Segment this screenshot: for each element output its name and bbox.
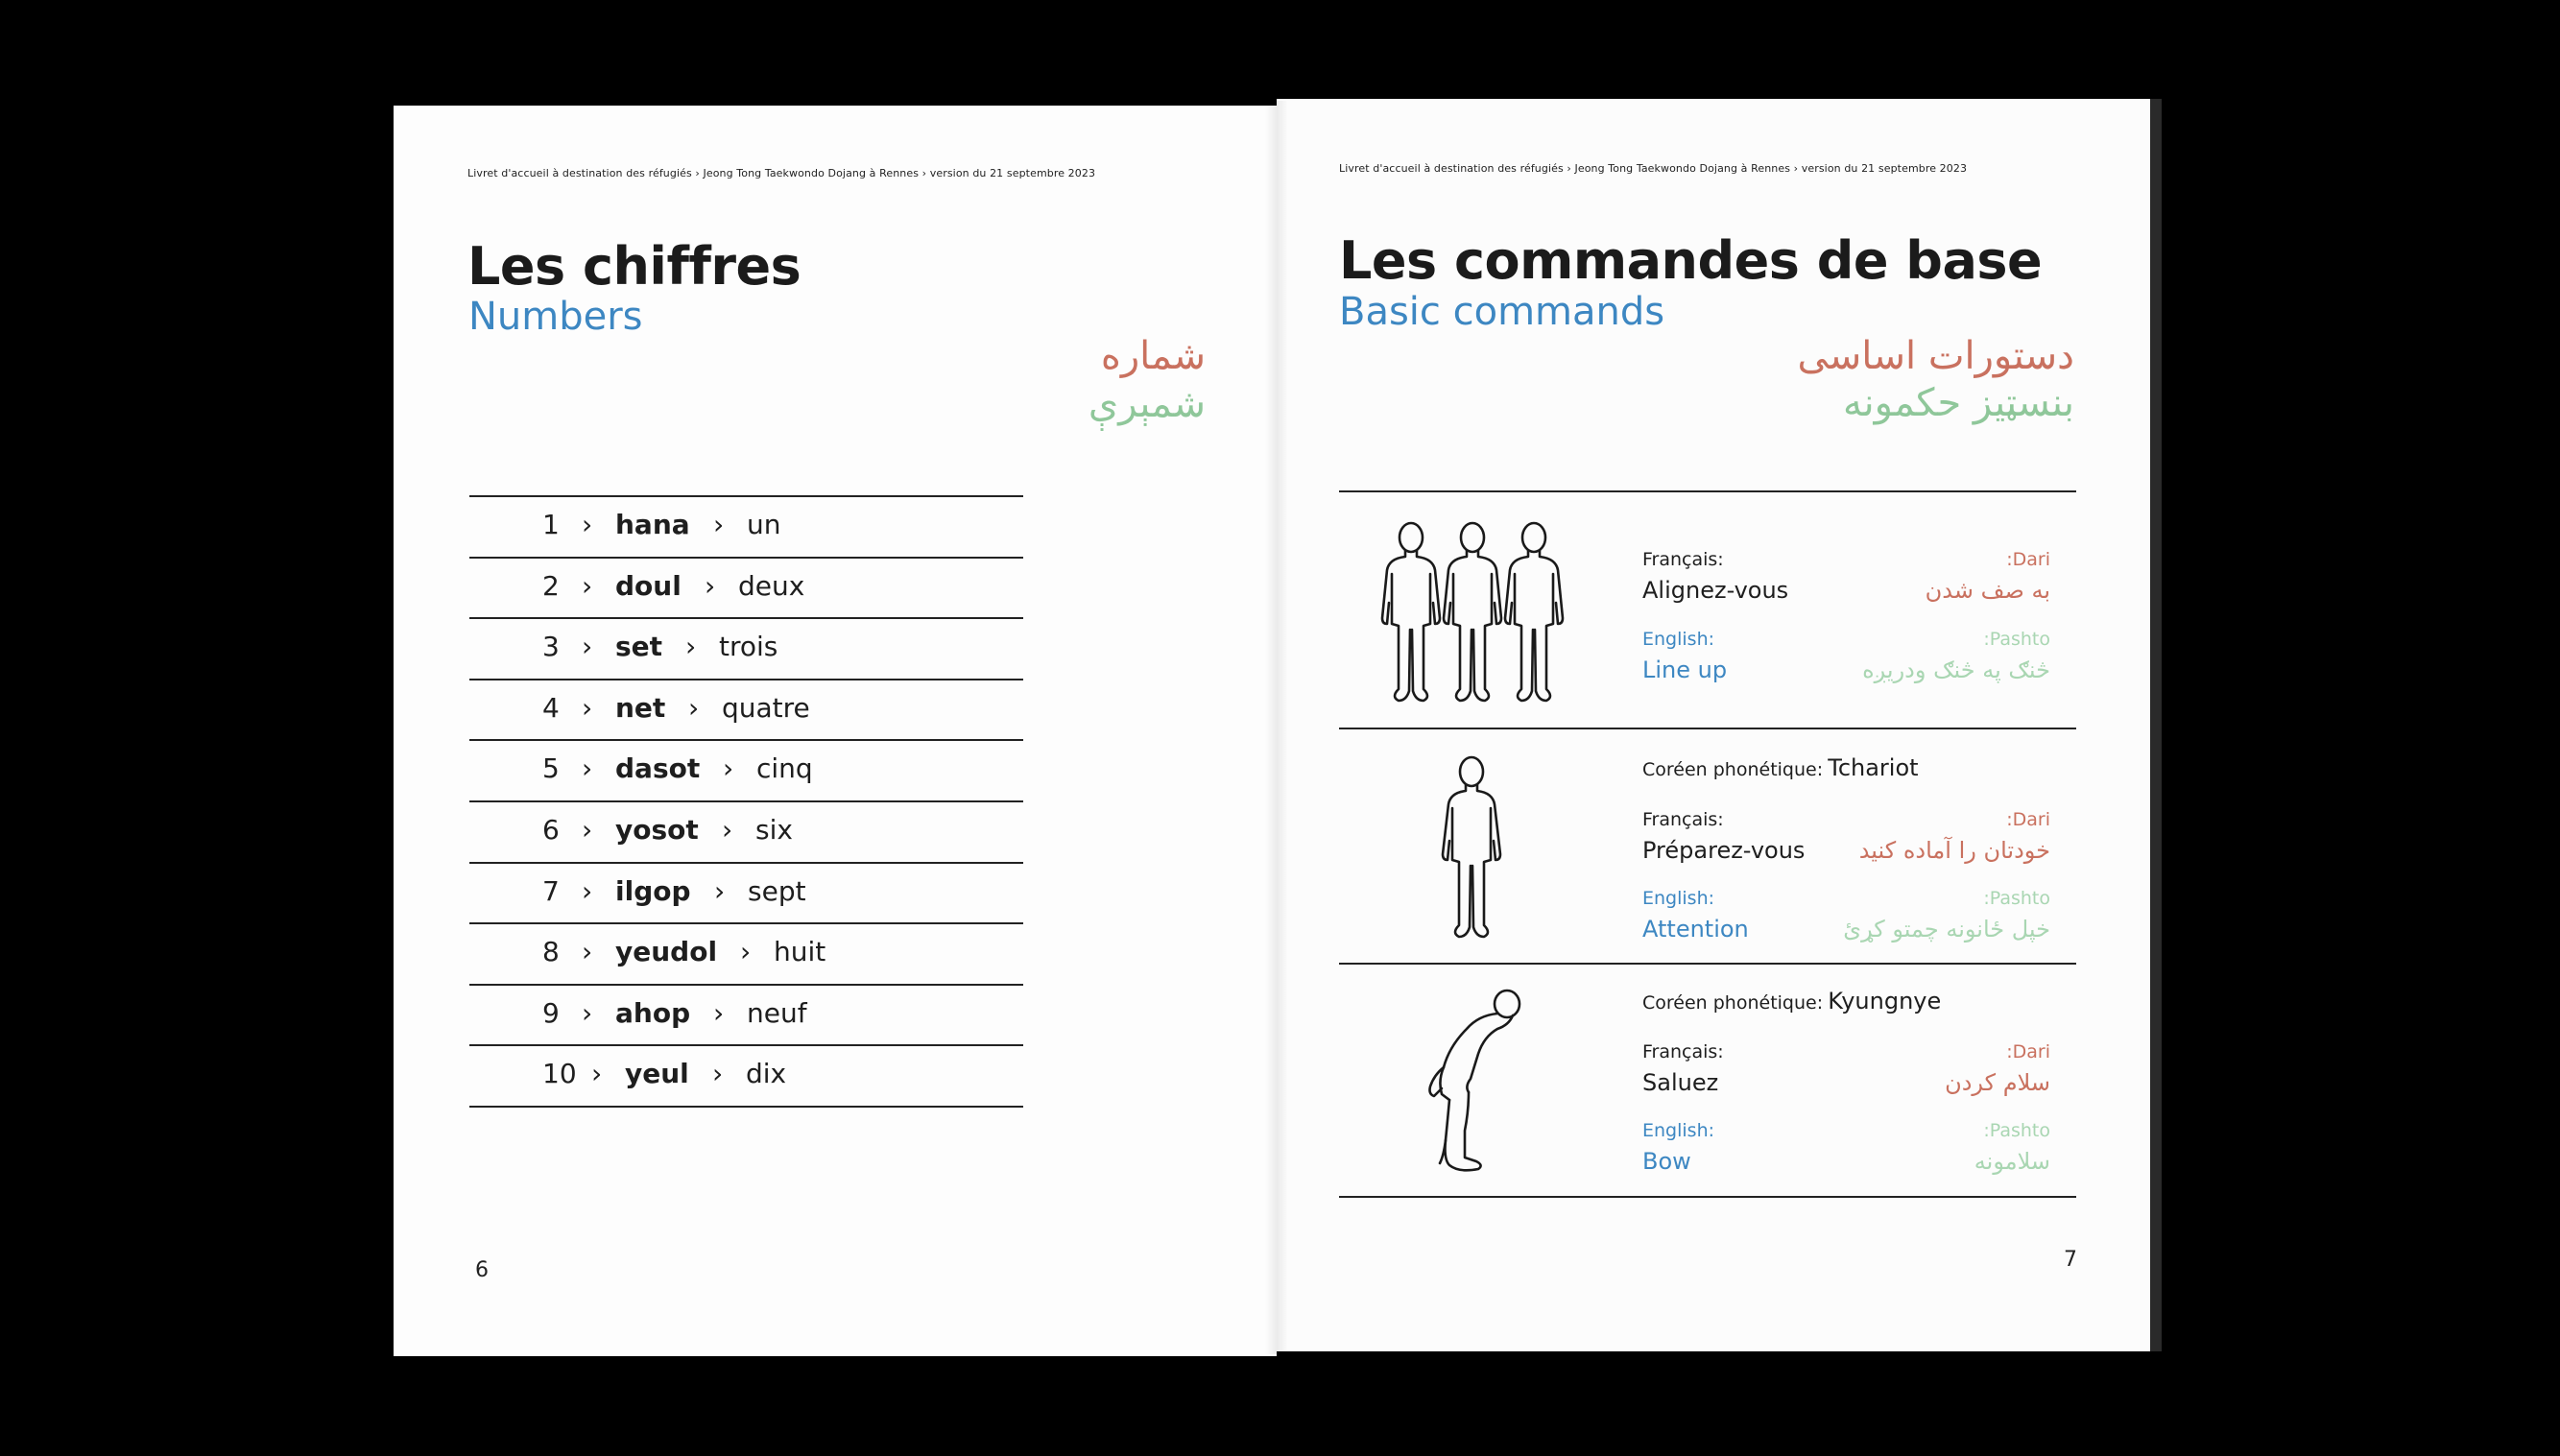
korean-number: ilgop	[615, 875, 691, 907]
numbers-row-rule	[469, 739, 1023, 741]
page-number-right: 7	[2064, 1248, 2077, 1272]
french-number: quatre	[722, 692, 810, 724]
page-edge	[2150, 99, 2162, 1351]
english-command-2: Attention	[1642, 916, 1749, 943]
number-digit: 8	[542, 936, 560, 967]
numbers-row-rule	[469, 922, 1023, 924]
french-number: cinq	[756, 752, 813, 784]
english-label-3: English:	[1642, 1120, 1715, 1141]
number-row	[469, 1058, 1023, 1092]
commands-rule-1	[1339, 728, 2076, 729]
number-row	[469, 936, 1023, 970]
pashto-title-commands: بنسټيز حکمونه	[1843, 381, 2074, 425]
number-digit: 4	[542, 692, 560, 724]
dari-title-commands: دستورات اساسی	[1797, 334, 2074, 378]
korean-number: ahop	[615, 997, 691, 1029]
number-digit: 9	[542, 997, 560, 1029]
numbers-row-rule	[469, 679, 1023, 680]
korean-number: doul	[615, 570, 682, 602]
numbers-row-rule	[469, 862, 1023, 864]
pashto-command-2: خپل ځانونه چمتو کړئ	[1843, 916, 2050, 943]
french-command-1: Alignez-vous	[1642, 577, 1789, 604]
dari-command-3: سلام کردن	[1945, 1069, 2050, 1096]
phonetic-label-2: Coréen phonétique:	[1642, 759, 1824, 780]
french-number: deux	[738, 570, 805, 602]
pashto-command-3: سلامونه	[1974, 1148, 2050, 1175]
commands-bottom-rule	[1339, 1196, 2076, 1198]
running-header-left: Livret d'accueil à destination des réfugiés › Jeong Tong Taekwondo Dojang à Rennes › version du 21 septembre 2023	[467, 167, 1096, 179]
french-label-1: Français:	[1642, 549, 1724, 570]
phonetic-label-3: Coréen phonétique:	[1642, 992, 1824, 1014]
separator: ›	[582, 752, 593, 784]
number-digit: 6	[542, 814, 560, 846]
commands-rule-2	[1339, 963, 2076, 965]
person-bowing-illustration	[1421, 987, 1531, 1182]
separator: ›	[582, 997, 593, 1029]
english-label-1: English:	[1642, 629, 1715, 650]
number-digit: 1	[542, 509, 560, 540]
numbers-row-rule	[469, 617, 1023, 619]
separator: ›	[723, 752, 734, 784]
french-number: un	[747, 509, 781, 540]
french-command-2: Préparez-vous	[1642, 837, 1806, 864]
pashto-label-2: Pashto:	[1983, 888, 2050, 909]
phonetic-line-2	[1642, 754, 1919, 781]
separator: ›	[582, 631, 593, 662]
separator: ›	[582, 692, 593, 724]
separator: ›	[688, 692, 700, 724]
english-command-3: Bow	[1642, 1148, 1691, 1175]
pashto-title-numbers: شمېرې	[1088, 382, 1206, 426]
dari-command-1: به صف شدن	[1925, 577, 2050, 604]
running-header-right: Livret d'accueil à destination des réfugiés › Jeong Tong Taekwondo Dojang à Rennes › version du 21 septembre 2023	[1339, 162, 1968, 175]
separator: ›	[722, 814, 733, 846]
korean-number: dasot	[615, 752, 701, 784]
separator: ›	[713, 997, 725, 1029]
korean-number: set	[615, 631, 663, 662]
french-number: six	[755, 814, 793, 846]
french-number: dix	[746, 1058, 787, 1089]
number-digit: 5	[542, 752, 560, 784]
pashto-label-3: Pashto:	[1983, 1120, 2050, 1141]
french-number: huit	[774, 936, 826, 967]
separator: ›	[591, 1058, 603, 1089]
page-title-numbers: Les chiffres	[467, 236, 801, 297]
numbers-row-rule	[469, 984, 1023, 986]
phonetic-command-2: Tchariot	[1828, 754, 1919, 781]
korean-number: yeudol	[615, 936, 718, 967]
french-command-3: Saluez	[1642, 1069, 1719, 1096]
separator: ›	[582, 936, 593, 967]
page-number-left: 6	[475, 1258, 489, 1282]
numbers-row-rule	[469, 1106, 1023, 1108]
phonetic-command-3: Kyungnye	[1828, 988, 1942, 1014]
number-digit: 2	[542, 570, 560, 602]
person-attention-illustration	[1437, 754, 1506, 945]
french-label-2: Français:	[1642, 809, 1724, 830]
dari-label-1: Dari:	[2006, 549, 2050, 570]
korean-number: hana	[615, 509, 690, 540]
separator: ›	[685, 631, 697, 662]
phonetic-line-3	[1642, 988, 1941, 1014]
book-gutter	[1265, 101, 1288, 1354]
numbers-row-rule	[469, 800, 1023, 802]
separator: ›	[582, 509, 593, 540]
korean-number: yeul	[625, 1058, 689, 1089]
english-label-2: English:	[1642, 888, 1715, 909]
number-row	[469, 814, 1023, 848]
commands-top-rule	[1339, 490, 2076, 492]
korean-number: yosot	[615, 814, 699, 846]
separator: ›	[714, 875, 726, 907]
separator: ›	[582, 570, 593, 602]
page-subtitle-commands: Basic commands	[1339, 290, 1665, 334]
page-title-commands: Les commandes de base	[1339, 230, 2043, 291]
korean-number: net	[615, 692, 666, 724]
separator: ›	[712, 1058, 724, 1089]
number-row	[469, 570, 1023, 605]
french-number: trois	[719, 631, 778, 662]
french-number: sept	[748, 875, 806, 907]
separator: ›	[705, 570, 716, 602]
numbers-top-rule	[469, 495, 1023, 497]
separator: ›	[582, 814, 593, 846]
pashto-command-1: څنګ په څنګ ودریږه	[1862, 656, 2050, 683]
pashto-label-1: Pashto:	[1983, 629, 2050, 650]
number-row	[469, 692, 1023, 727]
french-number: neuf	[747, 997, 807, 1029]
english-command-1: Line up	[1642, 656, 1728, 683]
number-digit: 10	[542, 1058, 577, 1089]
separator: ›	[740, 936, 752, 967]
dari-command-2: خودتان را آماده کنید	[1858, 837, 2050, 864]
number-digit: 7	[542, 875, 560, 907]
page-subtitle-numbers: Numbers	[468, 295, 643, 339]
french-label-3: Français:	[1642, 1041, 1724, 1062]
numbers-row-rule	[469, 1044, 1023, 1046]
separator: ›	[713, 509, 725, 540]
number-digit: 3	[542, 631, 560, 662]
dari-label-2: Dari:	[2006, 809, 2050, 830]
number-row	[469, 875, 1023, 910]
number-row	[469, 509, 1023, 543]
separator: ›	[582, 875, 593, 907]
number-row	[469, 752, 1023, 787]
numbers-row-rule	[469, 557, 1023, 559]
dari-label-3: Dari:	[2006, 1041, 2050, 1062]
dari-title-numbers: شماره	[1100, 334, 1206, 378]
three-people-line-up-illustration	[1377, 518, 1574, 709]
number-row	[469, 997, 1023, 1032]
number-row	[469, 631, 1023, 665]
